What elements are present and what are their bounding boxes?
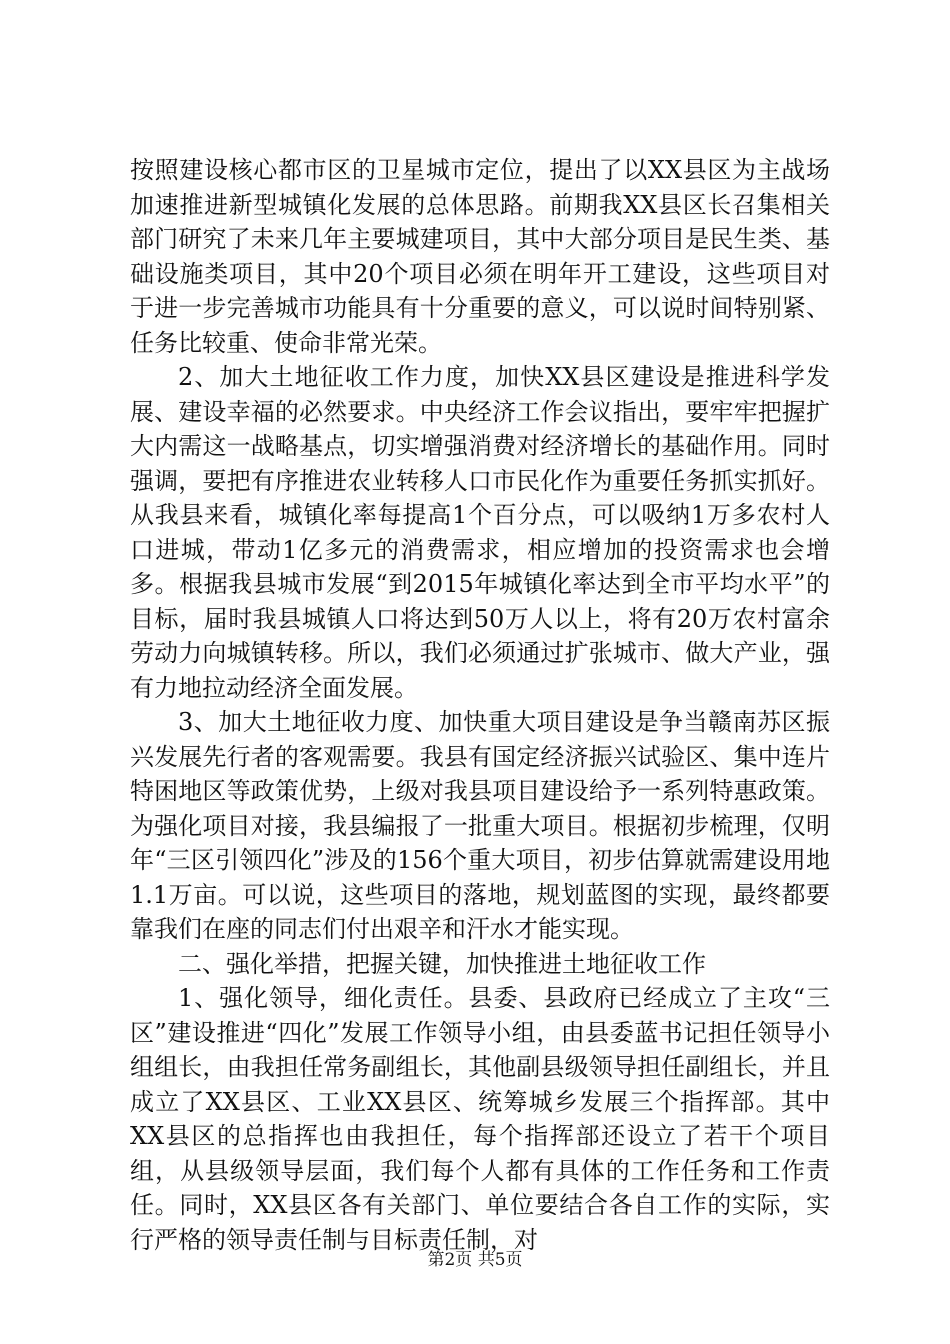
paragraph-continuation: 按照建设核心都市区的卫星城市定位，提出了以XX县区为主战场加速推进新型城镇化发展的总体思路。前期我XX县区长召集相关部门研究了未来几年主要城建项目，其中大部分项目是民生类、基础设施类项目，其中20个项目必须在明年开工建设，这些项目对于进一步完善城市功能具有十分重要的意义，可以说时间特别紧、任务比较重、使命非常光荣。 (130, 156, 830, 357)
page-footer: 第2页 共5页 (427, 1250, 523, 1270)
paragraph-section-point-1: 1、强化领导，细化责任。县委、县政府已经成立了主攻“三区”建设推进“四化”发展工作领导小组，由县委蓝书记担任领导小组组长，由我担任常务副组长，其他副县级领导担任副组长，并且成立了XX县区、工业XX县区、统筹城乡发展三个指挥部。其中XX县区的总指挥也由我担任，每个指挥部还设立了若干个项目组，从县级领导层面，我们每个人都有具体的工作任务和工作责任。同时，XX县区各有关部门、单位要结合各自工作的实际，实行严格的领导责任制与目标责任制，对 (130, 984, 830, 1254)
document-body (130, 153, 830, 1257)
paragraph-point-3: 3、加大土地征收力度、加快重大项目建设是争当赣南苏区振兴发展先行者的客观需要。我县有国定经济振兴试验区、集中连片特困地区等政策优势，上级对我县项目建设给予一系列特惠政策。为强化项目对接，我县编报了一批重大项目。根据初步梳理，仅明年“三区引领四化”涉及的156个重大项目，初步估算就需建设用地1.1万亩。可以说，这些项目的落地，规划蓝图的实现，最终都要靠我们在座的同志们付出艰辛和汗水才能实现。 (130, 708, 830, 943)
paragraph-point-2: 2、加大土地征收工作力度，加快XX县区建设是推进科学发展、建设幸福的必然要求。中央经济工作会议指出，要牢牢把握扩大内需这一战略基点，切实增强消费对经济增长的基础作用。同时强调，要把有序推进农业转移人口市民化作为重要任务抓实抓好。从我县来看，城镇化率每提高1个百分点，可以吸纳1万多农村人口进城，带动1亿多元的消费需求，相应增加的投资需求也会增多。根据我县城市发展“到2015年城镇化率达到全市平均水平”的目标，届时我县城镇人口将达到50万人以上，将有20万农村富余劳动力向城镇转移。所以，我们必须通过扩张城市、做大产业，强有力地拉动经济全面发展。 (130, 363, 830, 702)
section-heading: 二、强化举措，把握关键，加快推进土地征收工作 (178, 949, 706, 978)
